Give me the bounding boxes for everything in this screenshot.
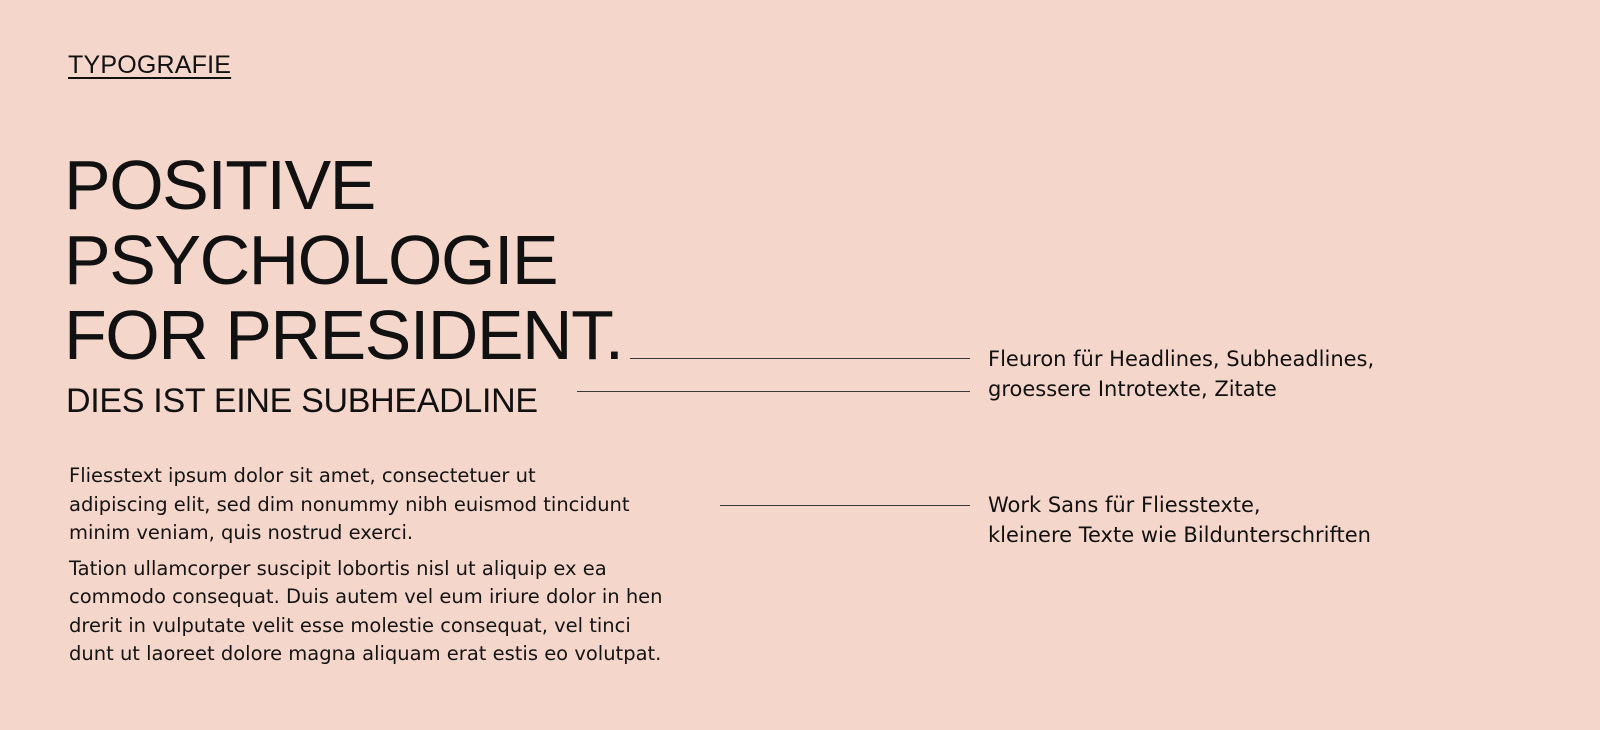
headline	[64, 148, 623, 373]
headline-line-2: PSYCHOLOGIE	[64, 221, 558, 299]
body-connector-line	[720, 505, 970, 506]
annotation-body-font: Work Sans für Fliesstexte, kleinere Texte wie Bildunterschriften	[988, 493, 1371, 547]
annotation-headline-font: Fleuron für Headlines, Subheadlines, groessere Introtexte, Zitate	[988, 347, 1375, 401]
section-label: TYPOGRAFIE	[68, 51, 232, 79]
subheadline: DIES IST EINE SUBHEADLINE	[66, 382, 538, 420]
body-copy	[69, 462, 769, 676]
subheadline-connector-line	[577, 391, 970, 392]
body-paragraph-1: Fliesstext ipsum dolor sit amet, consectetuer ut adipiscing elit, sed dim nonummy nibh euismod tincidunt minim veniam, quis nostrud exerci.	[69, 464, 630, 544]
headline-line-1: POSITIVE	[64, 146, 375, 224]
headline-connector-line	[630, 358, 970, 359]
headline-line-3: FOR PRESIDENT.	[64, 296, 623, 374]
body-paragraph-2: Tation ullamcorper suscipit lobortis nisl ut aliquip ex ea commodo consequat. Duis autem vel eum iriure dolor in hen drerit in vulputate velit esse molestie consequat, vel tinci dunt ut laoreet dolore magna aliquam erat estis eo volutpat.	[69, 556, 663, 665]
